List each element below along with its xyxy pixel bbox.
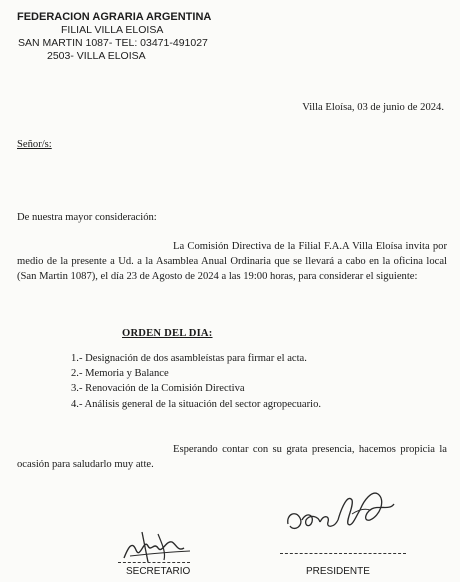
secretary-signature-line: [118, 562, 190, 563]
closing-first-line: Esperando contar con su grata presencia, hacemos: [173, 444, 396, 455]
invitation-rest: invita por medio de la presente a Ud. a la Asamblea Anual Ordinaria que se llevará a cabo en la oficina local (San Martin 1087), el día 23 de Agosto de 2024 a las 19:00 horas, para considerar el siguiente:: [17, 241, 447, 282]
agenda-item: 4.- Análisis general de la situación del sector agropecuario.: [71, 398, 322, 410]
agenda-item: 2.- Memoria y Balance: [71, 368, 169, 380]
invitation-paragraph: [17, 239, 447, 284]
invitation-first-line: La Comisión Directiva de la Filial F.A.A Villa Eloísa: [173, 241, 403, 252]
address-phone: SAN MARTIN 1087- TEL: 03471-491027: [18, 37, 208, 49]
closing-rest: propicia la ocasión para saludarlo muy atte.: [17, 444, 447, 470]
president-signature: [282, 480, 400, 542]
closing-paragraph: [17, 442, 447, 472]
date-line: Villa Eloísa, 03 de junio de 2024.: [302, 102, 444, 113]
president-signature-line: [280, 553, 406, 554]
agenda-list: [71, 351, 321, 412]
agenda-title: ORDEN DEL DIA:: [122, 328, 213, 339]
secretary-signature: [118, 518, 198, 566]
greeting: De nuestra mayor consideración:: [17, 212, 157, 223]
recipient: Señor/s:: [17, 139, 52, 150]
branch-name: FILIAL VILLA ELOISA: [61, 24, 164, 36]
postal-city: 2503- VILLA ELOISA: [47, 50, 146, 62]
agenda-item: 1.- Designación de dos asambleístas para firmar el acta.: [71, 353, 307, 364]
agenda-item: 3.- Renovación de la Comisión Directiva: [71, 383, 245, 395]
secretary-label: SECRETARIO: [126, 566, 191, 577]
org-name: FEDERACION AGRARIA ARGENTINA: [17, 11, 212, 23]
president-label: PRESIDENTE: [306, 566, 370, 577]
